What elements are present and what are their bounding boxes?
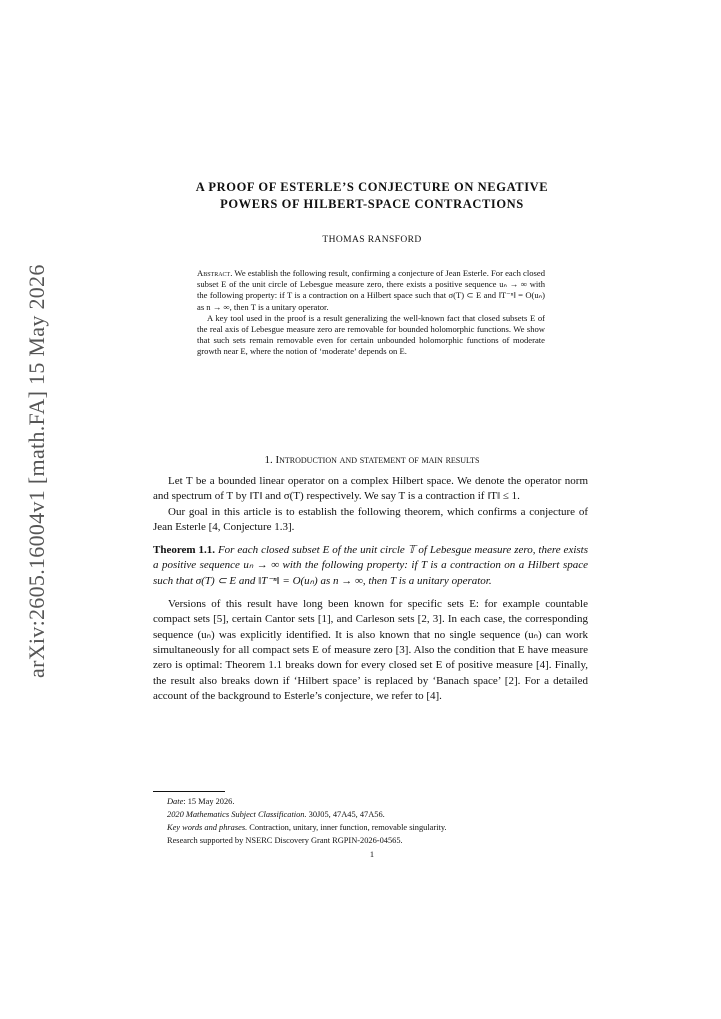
arxiv-identifier-text: arXiv:2605.16004v1 [math.FA] 15 May 2026: [24, 264, 49, 678]
footnote-keywords: [167, 821, 597, 834]
section-heading: [152, 454, 592, 466]
footnote-keywords-value: Contraction, unitary, inner function, removable singularity.: [247, 823, 447, 832]
theorem-statement: For each closed subset E of the unit circle 𝕋 of Lebesgue measure zero, there exists a positive sequence uₙ → ∞ with the following property: if T is a contraction on a Hilbert space such that σ(T) ⊂ E and ‖T⁻ⁿ‖ = O(uₙ) as n → ∞, then T is a unitary operator.: [153, 544, 588, 587]
abstract-label: Abstract.: [197, 268, 233, 278]
author: THOMAS RANSFORD: [322, 235, 422, 245]
footnotes: [167, 795, 597, 847]
abstract-text-1: We establish the following result, confirming a conjecture of Jean Esterle. For each closed subset E of the unit circle of Lebesgue measure zero, there exists a positive sequence uₙ → ∞ with the following property: if T is a contraction on a Hilbert space such that σ(T) ⊂ E and ‖T⁻ⁿ‖ = O(uₙ) as n → ∞, then T is a unitary operator.: [197, 268, 545, 312]
page-number: 1: [369, 850, 375, 859]
footnote-date-value: : 15 May 2026.: [183, 797, 235, 806]
theorem-1-1: [153, 543, 588, 589]
footnote-grant: Research supported by NSERC Discovery Grant RGPIN-2026-04565.: [167, 836, 403, 845]
abstract-paragraph-2: A key tool used in the proof is a result generalizing the well-known fact that closed subsets E of the real axis of Lebesgue measure zero are removable for bounded holomorphic functions. We show that such sets remain removable even for certain unbounded holomorphic functions of moderate growth near E, where the notion of ‘moderate’ depends on E.: [197, 312, 545, 357]
main-body: [153, 474, 588, 704]
footnote-msc-label: 2020 Mathematics Subject Classification.: [167, 810, 307, 819]
title-line-2: POWERS OF HILBERT-SPACE CONTRACTIONS: [220, 197, 524, 211]
footnote-date: [167, 795, 597, 808]
footnote-msc: [167, 808, 597, 821]
arxiv-identifier: [22, 264, 52, 680]
title-line-1: A PROOF OF ESTERLE’S CONJECTURE ON NEGATIVE: [195, 180, 549, 194]
body-paragraph-1: Let T be a bounded linear operator on a complex Hilbert space. We denote the operator norm and spectrum of T by ‖T‖ and σ(T) respectively. We say T is a contraction if ‖T‖ ≤ 1.: [153, 475, 588, 503]
abstract-paragraph-1: [197, 268, 545, 313]
abstract: [197, 268, 545, 358]
footnote-date-label: Date: [167, 797, 184, 806]
footnote-keywords-label: Key words and phrases.: [167, 823, 248, 832]
paper-title: [152, 179, 592, 213]
body-paragraph-3: Versions of this result have long been known for specific sets E: for example countable compact sets [5], certain Cantor sets [1], and Carleson sets [2, 3]. In each case, the corresponding sequence (uₙ) was explicitly identified. It is also known that no single sequence (uₙ) can work simultaneously for all compact sets E of measure zero [3]. Also the condition that E have measure zero is optimal: Theorem 1.1 breaks down for every closed set E of positive measure [4]. Finally, the result also breaks down if ‘Hilbert space’ is replaced by ‘Banach space’ [2]. For a detailed account of the background to Esterle’s conjecture, we refer to [4].: [153, 598, 588, 702]
footnote-rule: [153, 791, 225, 792]
section-heading-text: 1. Introduction and statement of main results: [264, 454, 480, 466]
footnote-msc-value: 30J05, 47A45, 47A56.: [306, 810, 385, 819]
body-paragraph-2: Our goal in this article is to establish the following theorem, which confirms a conjecture of Jean Esterle [4, Conjecture 1.3].: [153, 505, 588, 533]
theorem-label: Theorem 1.1.: [153, 544, 216, 557]
